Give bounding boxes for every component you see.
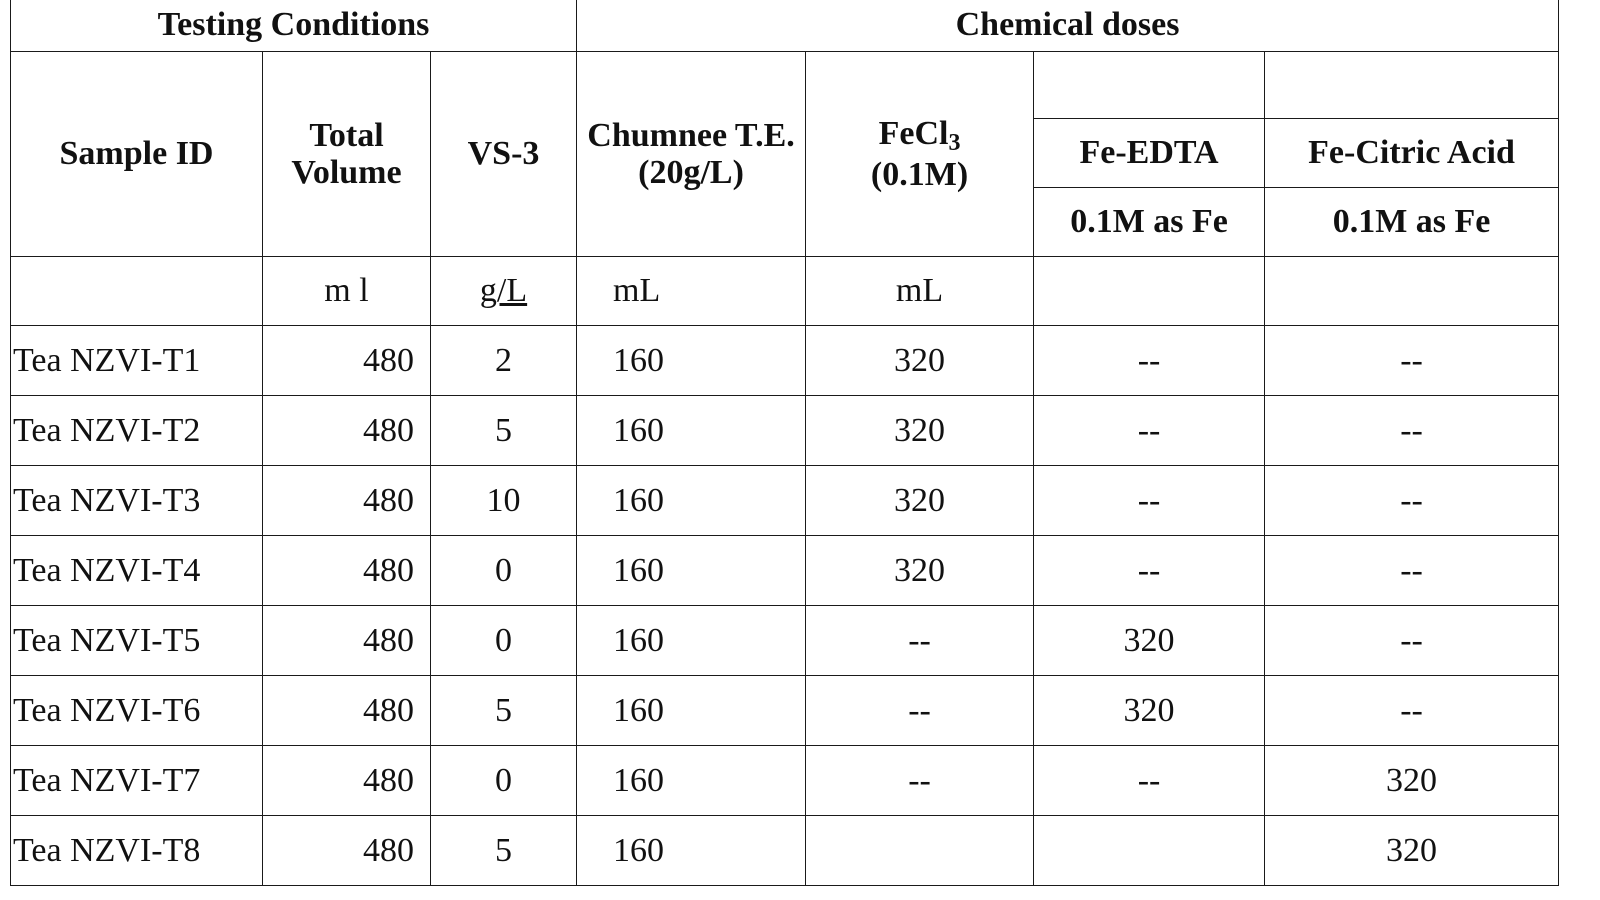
cell-fe-edta: --	[1034, 746, 1265, 816]
column-header-row	[11, 52, 1559, 119]
total-volume-header: Total Volume	[263, 52, 431, 257]
cell-fe-edta: 320	[1034, 606, 1265, 676]
cell-chumnee: 160	[577, 816, 806, 886]
vs3-header: VS-3	[431, 52, 577, 257]
cell-sample: Tea NZVI-T2	[11, 396, 263, 466]
cell-fecl3: --	[806, 746, 1034, 816]
fecl3-concentration: (0.1M)	[870, 156, 969, 193]
cell-sample: Tea NZVI-T3	[11, 466, 263, 536]
cell-chumnee: 160	[577, 326, 806, 396]
cell-vs3: 10	[431, 466, 577, 536]
cell-vs3: 0	[431, 536, 577, 606]
cell-volume: 480	[263, 606, 431, 676]
cell-volume: 480	[263, 466, 431, 536]
table-row	[11, 396, 1559, 466]
fe-edta-concentration: 0.1M as Fe	[1034, 188, 1265, 257]
cell-sample: Tea NZVI-T7	[11, 746, 263, 816]
table-row	[11, 676, 1559, 746]
units-row	[11, 257, 1559, 326]
cell-chumnee: 160	[577, 396, 806, 466]
cell-sample: Tea NZVI-T1	[11, 326, 263, 396]
cell-fecl3: --	[806, 606, 1034, 676]
cell-vs3: 5	[431, 396, 577, 466]
cell-sample: Tea NZVI-T6	[11, 676, 263, 746]
fe-citric-concentration: 0.1M as Fe	[1265, 188, 1559, 257]
table-row	[11, 536, 1559, 606]
table-row	[11, 816, 1559, 886]
unit-sample-id	[11, 257, 263, 326]
cell-fe-citric: --	[1265, 676, 1559, 746]
cell-fecl3: 320	[806, 466, 1034, 536]
cell-fecl3: --	[806, 676, 1034, 746]
cell-sample: Tea NZVI-T4	[11, 536, 263, 606]
cell-fe-citric: --	[1265, 466, 1559, 536]
unit-fe-edta	[1034, 257, 1265, 326]
cell-fe-edta: 320	[1034, 676, 1265, 746]
fe-edta-blank-cell	[1034, 52, 1265, 119]
cell-sample: Tea NZVI-T5	[11, 606, 263, 676]
table-row	[11, 466, 1559, 536]
unit-chumnee: mL	[577, 257, 806, 326]
cell-fe-citric: --	[1265, 536, 1559, 606]
cell-vs3: 0	[431, 606, 577, 676]
cell-chumnee: 160	[577, 536, 806, 606]
cell-volume: 480	[263, 816, 431, 886]
chemical-doses-table	[10, 0, 1559, 886]
cell-volume: 480	[263, 326, 431, 396]
fecl3-header	[806, 52, 1034, 257]
table-row	[11, 746, 1559, 816]
fecl3-subscript: 3	[948, 129, 961, 156]
sample-id-header: Sample ID	[11, 52, 263, 257]
cell-volume: 480	[263, 746, 431, 816]
chemical-doses-header: Chemical doses	[577, 0, 1559, 52]
cell-fe-edta: --	[1034, 536, 1265, 606]
cell-fe-edta	[1034, 816, 1265, 886]
cell-fecl3: 320	[806, 536, 1034, 606]
cell-volume: 480	[263, 536, 431, 606]
cell-fe-citric: 320	[1265, 746, 1559, 816]
cell-volume: 480	[263, 676, 431, 746]
unit-fecl3: mL	[806, 257, 1034, 326]
cell-vs3: 5	[431, 816, 577, 886]
cell-fecl3: 320	[806, 326, 1034, 396]
table-row	[11, 606, 1559, 676]
unit-total-volume: m l	[263, 257, 431, 326]
fe-edta-header: Fe-EDTA	[1034, 119, 1265, 188]
cell-vs3: 0	[431, 746, 577, 816]
cell-sample: Tea NZVI-T8	[11, 816, 263, 886]
cell-fe-citric: --	[1265, 606, 1559, 676]
cell-chumnee: 160	[577, 746, 806, 816]
fe-citric-header: Fe-Citric Acid	[1265, 119, 1559, 188]
table-row	[11, 326, 1559, 396]
cell-volume: 480	[263, 396, 431, 466]
cell-vs3: 2	[431, 326, 577, 396]
cell-vs3: 5	[431, 676, 577, 746]
fecl3-formula: FeCl	[878, 114, 949, 152]
cell-fe-citric: --	[1265, 326, 1559, 396]
fe-citric-blank-cell	[1265, 52, 1559, 119]
group-header-row	[11, 0, 1559, 52]
cell-fe-edta: --	[1034, 466, 1265, 536]
cell-chumnee: 160	[577, 606, 806, 676]
testing-conditions-header: Testing Conditions	[11, 0, 577, 52]
cell-fe-edta: --	[1034, 396, 1265, 466]
cell-chumnee: 160	[577, 676, 806, 746]
unit-fe-citric	[1265, 257, 1559, 326]
cell-fe-citric: 320	[1265, 816, 1559, 886]
cell-fe-citric: --	[1265, 396, 1559, 466]
unit-vs3: g/L	[431, 257, 577, 326]
cell-fecl3: 320	[806, 396, 1034, 466]
cell-fecl3	[806, 816, 1034, 886]
chumnee-header: Chumnee T.E. (20g/L)	[577, 52, 806, 257]
cell-chumnee: 160	[577, 466, 806, 536]
cell-fe-edta: --	[1034, 326, 1265, 396]
